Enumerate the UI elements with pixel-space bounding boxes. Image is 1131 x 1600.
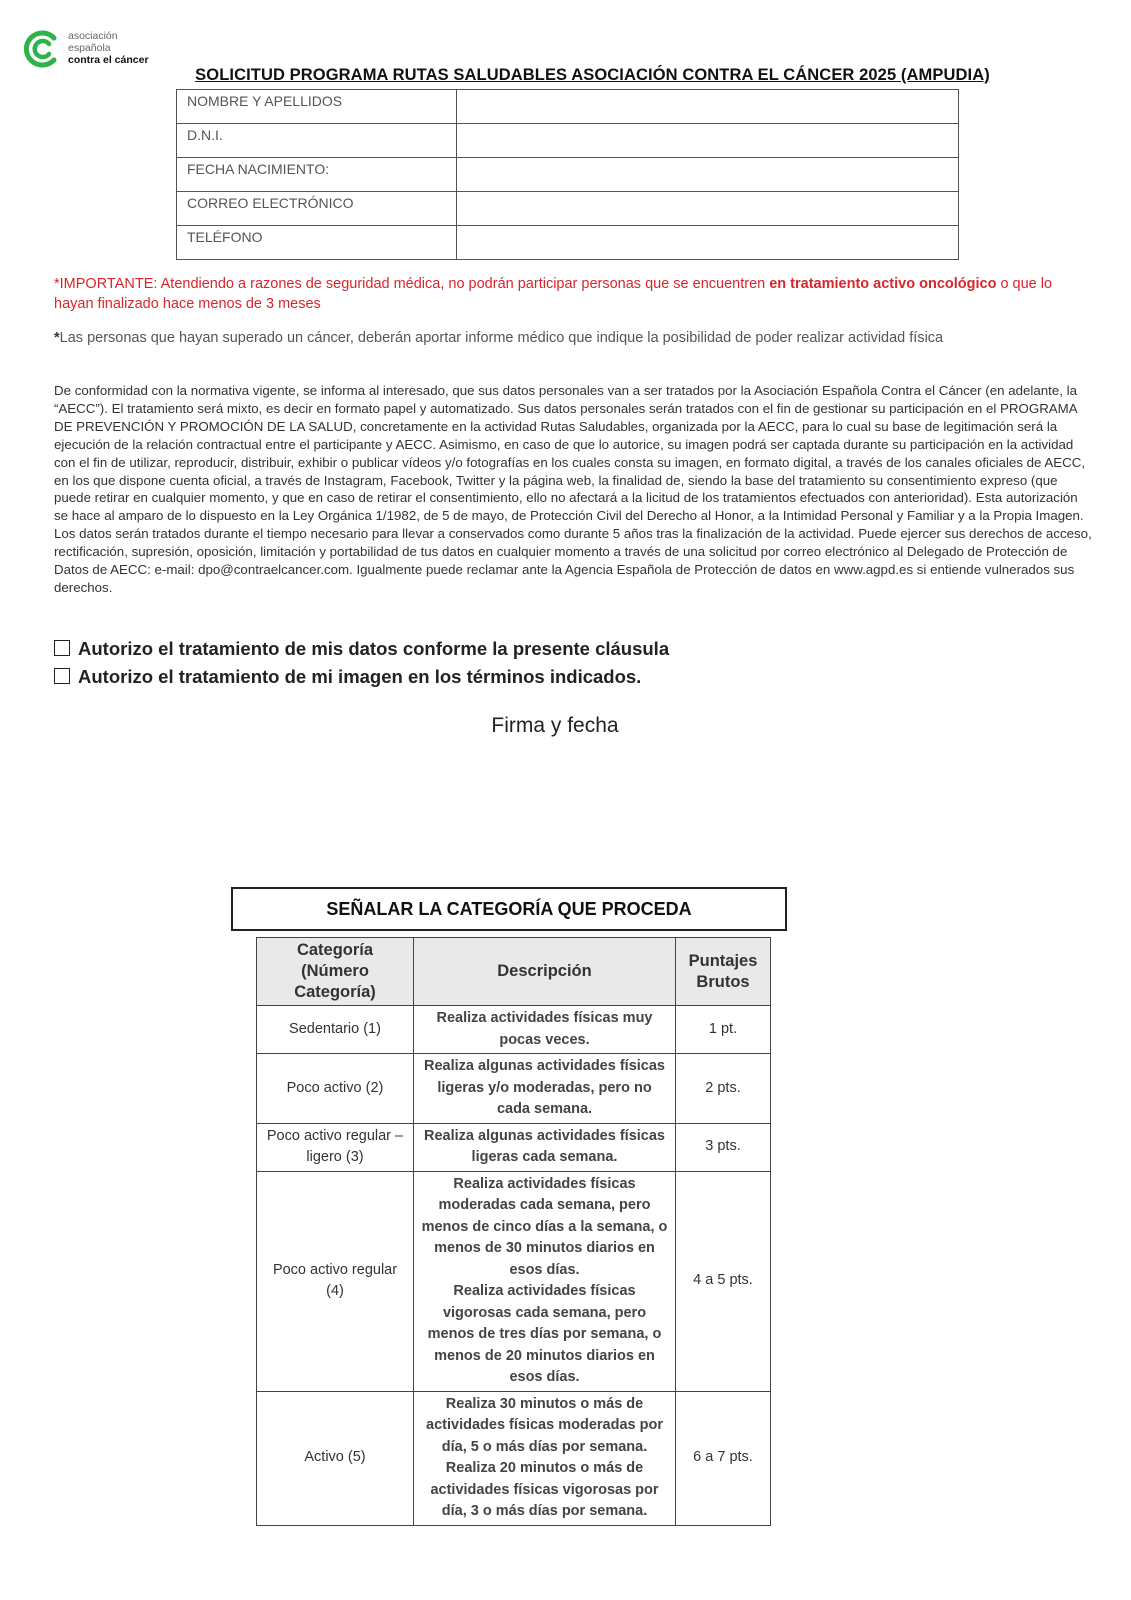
field-input-phone[interactable] <box>457 226 959 260</box>
cell-points: 1 pt. <box>676 1006 771 1054</box>
field-label-name: NOMBRE Y APELLIDOS <box>177 90 457 124</box>
column-header-points: Puntajes Brutos <box>676 938 771 1006</box>
important-notice <box>54 274 1084 314</box>
table-row <box>257 1054 771 1124</box>
form-row <box>177 226 959 260</box>
checkbox-data[interactable] <box>54 640 70 656</box>
form-row <box>177 158 959 192</box>
note-text: Las personas que hayan superado un cáncer, deberán aportar informe médico que indique la posibilidad de poder realizar actividad física <box>59 330 944 346</box>
logo-line-2: española <box>68 42 111 54</box>
table-row <box>257 1171 771 1391</box>
cell-category: Poco activo (2) <box>257 1054 414 1124</box>
important-text-2: o que lo hayan finalizado hace menos de 3 meses <box>54 276 1053 312</box>
cell-description: Realiza actividades físicas muy pocas veces. <box>414 1006 676 1054</box>
logo-text <box>68 30 149 66</box>
aecc-logo-icon <box>20 28 62 70</box>
form-row <box>177 124 959 158</box>
description-vigorous: Realiza 20 minutos o más de actividades físicas vigorosas por día, 3 o más días por semana. <box>430 1460 659 1519</box>
category-table-header-row <box>257 938 771 1006</box>
category-section-header: SEÑALAR LA CATEGORÍA QUE PROCEDA <box>231 887 787 931</box>
cell-description: Realiza algunas actividades físicas ligeras cada semana. <box>414 1123 676 1171</box>
cell-points: 2 pts. <box>676 1054 771 1124</box>
cell-points: 4 a 5 pts. <box>676 1171 771 1391</box>
description-moderate: Realiza actividades físicas moderadas cada semana, pero menos de cinco días a la semana, o menos de 30 minutos diarios en esos días. <box>421 1175 668 1278</box>
field-label-phone: TELÉFONO <box>177 226 457 260</box>
important-text-1: *IMPORTANTE: Atendiendo a razones de seguridad médica, no podrán participar personas que se encuentren <box>54 276 770 292</box>
checkbox-image[interactable] <box>54 668 70 684</box>
cell-description <box>414 1391 676 1525</box>
note-star: * <box>54 330 60 346</box>
field-input-birthdate[interactable] <box>457 158 959 192</box>
field-input-name[interactable] <box>457 90 959 124</box>
consent-image-label: Autorizo el tratamiento de mi imagen en los términos indicados. <box>78 666 642 687</box>
column-header-category: Categoría (Número Categoría) <box>257 938 414 1006</box>
field-label-dni: D.N.I. <box>177 124 457 158</box>
cell-category: Activo (5) <box>257 1391 414 1525</box>
cell-category: Poco activo regular (4) <box>257 1171 414 1391</box>
important-text-bold: en tratamiento activo oncológico <box>769 276 997 292</box>
logo-line-3: contra el cáncer <box>68 54 149 66</box>
medical-note <box>54 328 1094 348</box>
personal-data-form <box>176 89 959 260</box>
description-vigorous: Realiza actividades físicas vigorosas cada semana, pero menos de tres días por semana, o menos de 20 minutos diarios en esos días. <box>427 1283 662 1385</box>
logo-line-1: asociación <box>68 30 118 42</box>
consent-data-option[interactable] <box>54 638 669 660</box>
cell-category: Sedentario (1) <box>257 1006 414 1054</box>
field-label-email: CORREO ELECTRÓNICO <box>177 192 457 226</box>
signature-label: Firma y fecha <box>491 714 619 737</box>
field-input-email[interactable] <box>457 192 959 226</box>
column-header-description: Descripción <box>414 938 676 1006</box>
form-row <box>177 90 959 124</box>
field-label-birthdate: FECHA NACIMIENTO: <box>177 158 457 192</box>
form-row <box>177 192 959 226</box>
table-row <box>257 1006 771 1054</box>
description-moderate: Realiza 30 minutos o más de actividades físicas moderadas por día, 5 o más días por semana. <box>426 1395 663 1455</box>
cell-category: Poco activo regular – ligero (3) <box>257 1123 414 1171</box>
cell-points: 3 pts. <box>676 1123 771 1171</box>
privacy-legal-text: De conformidad con la normativa vigente, se informa al interesado, que sus datos personales van a ser tratados por la Asociación Española Contra el Cáncer (en adelante, la “AECC”). El tratamiento será mixto, es decir en formato papel y automatizado. Sus datos personales serán tratados con el fin de gestionar su participación en el PROGRAMA DE PREVENCIÓN Y PROMOCIÓN DE LA SALUD, concretamente en la actividad Rutas Saludables, organizada por la AECC, para lo cual su base de legitimación será la ejecución de la relación contractual entre el participante y AECC. Asimismo, en caso de que lo autorice, su imagen podrá ser captada durante su participación en la actividad con el fin de utilizar, reproducir, distribuir, exhibir o publicar vídeos y/o fotografías en los cuales consta su imagen, en formato digital, a través de los canales oficiales de AECC, en los que dispone cuenta oficial, a través de Instagram, Facebook, Twitter y la página web, la finalidad de, siendo la base del tratamiento su consentimiento expreso (que puede retirar en cualquier momento, y que en caso de retirar el consentimiento, ello no afectará a la licitud de los tratamientos efectuados con anterioridad). Esta autorización se hace al amparo de lo dispuesto en la Ley Orgánica 1/1982, de 5 de mayo, de Protección Civil del Derecho al Honor, a la Intimidad Personal y Familiar y a la Propia Imagen. Los datos serán tratados durante el tiempo necesario para llevar a conservados como durante 5 años tras la finalización de la actividad. Puede ejercer sus derechos de acceso, rectificación, supresión, oposición, limitación y portabilidad de tus datos en cualquier momento a través de una solicitud por correo electrónico al Delegado de Protección de Datos de AECC: e-mail: dpo@contraelcancer.com. Igualmente puede reclamar ante la Agencia Española de Protección de datos en www.agpd.es si entiende vulnerados sus derechos. <box>54 383 1092 595</box>
cell-description <box>414 1171 676 1391</box>
cell-description: Realiza algunas actividades físicas ligeras y/o moderadas, pero no cada semana. <box>414 1054 676 1124</box>
field-input-dni[interactable] <box>457 124 959 158</box>
form-title: SOLICITUD PROGRAMA RUTAS SALUDABLES ASOCIACIÓN CONTRA EL CÁNCER 2025 (AMPUDIA) <box>195 66 990 84</box>
cell-points: 6 a 7 pts. <box>676 1391 771 1525</box>
consent-image-option[interactable] <box>54 666 641 688</box>
category-table <box>256 937 771 1526</box>
table-row <box>257 1123 771 1171</box>
consent-data-label: Autorizo el tratamiento de mis datos conforme la presente cláusula <box>78 638 670 659</box>
table-row <box>257 1391 771 1525</box>
